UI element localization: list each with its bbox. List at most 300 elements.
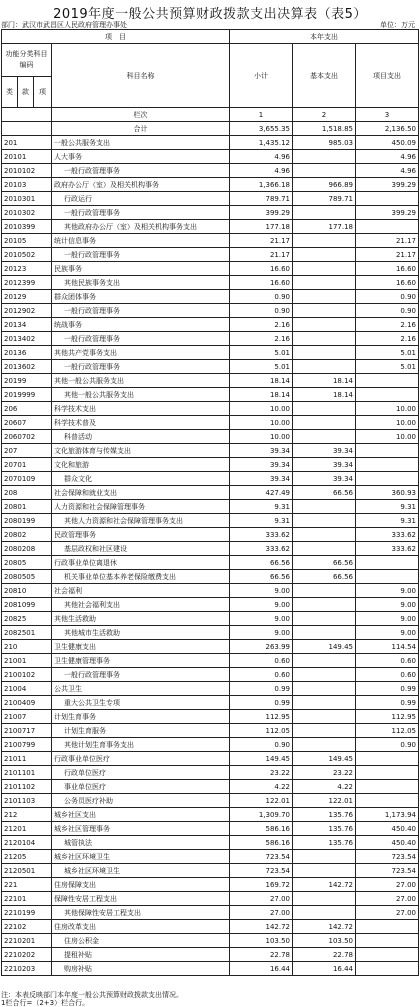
row-subject-name: 政府办公厅（室）及相关机构事务 <box>52 178 230 192</box>
row-basic <box>293 906 356 920</box>
row-code: 20801 <box>2 500 52 514</box>
row-subject-name: 住房改革支出 <box>52 920 230 934</box>
total-basic: 1,518.85 <box>293 122 356 136</box>
row-subtotal: 586.16 <box>230 836 293 850</box>
row-code: 20101 <box>2 150 52 164</box>
row-project: 723.54 <box>356 850 419 864</box>
row-subject-name: 城乡社区管理事务 <box>52 822 230 836</box>
row-basic: 18.14 <box>293 374 356 388</box>
table-row <box>2 304 419 318</box>
row-code: 212 <box>2 808 52 822</box>
row-project <box>356 794 419 808</box>
table-row <box>2 626 419 640</box>
table-body <box>2 136 419 976</box>
row-project: 27.00 <box>356 878 419 892</box>
row-subtotal: 1,309.70 <box>230 808 293 822</box>
row-subtotal: 0.90 <box>230 304 293 318</box>
expenditure-table <box>1 29 419 976</box>
row-code: 21205 <box>2 850 52 864</box>
row-basic <box>293 276 356 290</box>
row-basic: 135.76 <box>293 822 356 836</box>
header-project: 项 目 <box>2 30 230 44</box>
row-code: 2210199 <box>2 906 52 920</box>
row-project <box>356 220 419 234</box>
row-code: 20805 <box>2 556 52 570</box>
row-project: 0.60 <box>356 668 419 682</box>
table-row <box>2 808 419 822</box>
row-subject-name: 社会保障和就业支出 <box>52 486 230 500</box>
table-row <box>2 962 419 976</box>
row-basic <box>293 528 356 542</box>
row-basic <box>293 724 356 738</box>
col-number-3: 3 <box>356 108 419 122</box>
row-subject-name: 购房补贴 <box>52 962 230 976</box>
table-row <box>2 696 419 710</box>
row-code: 2100409 <box>2 696 52 710</box>
row-subtotal: 723.54 <box>230 850 293 864</box>
table-row <box>2 486 419 500</box>
row-basic <box>293 164 356 178</box>
row-subtotal: 122.01 <box>230 794 293 808</box>
row-project: 0.60 <box>356 654 419 668</box>
table-row <box>2 906 419 920</box>
row-code: 20607 <box>2 416 52 430</box>
table-row <box>2 430 419 444</box>
row-basic: 39.34 <box>293 444 356 458</box>
row-subject-name: 一般行政管理事务 <box>52 164 230 178</box>
row-code: 2012902 <box>2 304 52 318</box>
row-subject-name: 事业单位医疗 <box>52 780 230 794</box>
row-subject-name: 住房保障支出 <box>52 878 230 892</box>
row-basic: 177.18 <box>293 220 356 234</box>
row-project: 0.90 <box>356 290 419 304</box>
row-basic <box>293 710 356 724</box>
row-subtotal: 112.95 <box>230 710 293 724</box>
row-project: 112.95 <box>356 710 419 724</box>
row-basic: 149.45 <box>293 640 356 654</box>
table-row <box>2 374 419 388</box>
row-subtotal: 9.00 <box>230 626 293 640</box>
row-project <box>356 962 419 976</box>
row-code: 2010102 <box>2 164 52 178</box>
row-code: 2010502 <box>2 248 52 262</box>
row-basic <box>293 682 356 696</box>
table-row <box>2 752 419 766</box>
row-subject-name: 一般行政管理事务 <box>52 668 230 682</box>
row-project: 1,173.94 <box>356 808 419 822</box>
row-project: 0.99 <box>356 696 419 710</box>
row-subject-name: 其他保障性安居工程支出 <box>52 906 230 920</box>
row-basic: 103.50 <box>293 934 356 948</box>
row-subtotal: 9.31 <box>230 514 293 528</box>
row-project <box>356 556 419 570</box>
row-basic <box>293 738 356 752</box>
row-subtotal: 0.90 <box>230 290 293 304</box>
row-subtotal: 9.00 <box>230 598 293 612</box>
row-project <box>356 752 419 766</box>
row-code: 2080505 <box>2 570 52 584</box>
table-row <box>2 150 419 164</box>
table-row <box>2 192 419 206</box>
row-code: 2100717 <box>2 724 52 738</box>
row-subject-name: 卫生健康支出 <box>52 640 230 654</box>
row-basic: 18.14 <box>293 388 356 402</box>
row-basic: 39.34 <box>293 458 356 472</box>
row-code: 21201 <box>2 822 52 836</box>
table-row <box>2 766 419 780</box>
row-basic <box>293 346 356 360</box>
row-code: 20136 <box>2 346 52 360</box>
row-subtotal: 333.62 <box>230 528 293 542</box>
row-code: 2019999 <box>2 388 52 402</box>
row-project: 723.54 <box>356 864 419 878</box>
row-basic <box>293 150 356 164</box>
row-subtotal: 27.00 <box>230 892 293 906</box>
table-row <box>2 164 419 178</box>
row-subject-name: 行政运行 <box>52 192 230 206</box>
row-subject-name: 群众团体事务 <box>52 290 230 304</box>
row-subtotal: 177.18 <box>230 220 293 234</box>
row-basic: 16.44 <box>293 962 356 976</box>
row-project <box>356 388 419 402</box>
row-subject-name: 计划生育事务 <box>52 710 230 724</box>
row-subject-name: 公务员医疗补助 <box>52 794 230 808</box>
table-row <box>2 290 419 304</box>
row-project: 114.54 <box>356 640 419 654</box>
row-project: 0.99 <box>356 682 419 696</box>
row-subtotal: 2.16 <box>230 318 293 332</box>
table-row <box>2 738 419 752</box>
row-subject-name: 文化旅游体育与传媒支出 <box>52 444 230 458</box>
row-subtotal: 1,366.18 <box>230 178 293 192</box>
table-row <box>2 136 419 150</box>
row-project: 9.00 <box>356 598 419 612</box>
report-title: 2019年度一般公共预算财政拨款支出决算表（表5） <box>53 7 367 22</box>
row-subtotal: 4.96 <box>230 150 293 164</box>
row-subject-name: 其他人力资源和社会保障管理事务支出 <box>52 514 230 528</box>
table-row <box>2 724 419 738</box>
table-row <box>2 710 419 724</box>
row-subject-name: 提租补贴 <box>52 948 230 962</box>
row-project: 450.40 <box>356 822 419 836</box>
row-subject-name: 科学技术支出 <box>52 402 230 416</box>
row-basic: 22.78 <box>293 948 356 962</box>
row-project: 5.01 <box>356 360 419 374</box>
table-row <box>2 584 419 598</box>
row-subject-name: 机关事业单位基本养老保险缴费支出 <box>52 570 230 584</box>
row-subtotal: 27.00 <box>230 906 293 920</box>
table-row <box>2 262 419 276</box>
row-project <box>356 766 419 780</box>
row-subtotal: 2.16 <box>230 332 293 346</box>
row-project: 10.00 <box>356 402 419 416</box>
row-code: 21011 <box>2 752 52 766</box>
row-basic <box>293 318 356 332</box>
row-subject-name: 统战事务 <box>52 318 230 332</box>
row-project: 9.00 <box>356 584 419 598</box>
row-code: 2010399 <box>2 220 52 234</box>
row-code: 20123 <box>2 262 52 276</box>
row-code: 210 <box>2 640 52 654</box>
row-code: 20810 <box>2 584 52 598</box>
row-project: 5.01 <box>356 346 419 360</box>
table-row <box>2 542 419 556</box>
row-subject-name: 行政事业单位离退休 <box>52 556 230 570</box>
table-row <box>2 920 419 934</box>
row-code: 2080208 <box>2 542 52 556</box>
row-code: 20134 <box>2 318 52 332</box>
row-basic: 39.34 <box>293 472 356 486</box>
row-code: 21007 <box>2 710 52 724</box>
row-subtotal: 16.60 <box>230 262 293 276</box>
row-subject-name: 行政事业单位医疗 <box>52 752 230 766</box>
row-code: 20129 <box>2 290 52 304</box>
row-project <box>356 192 419 206</box>
row-subject-name: 其他生活救助 <box>52 612 230 626</box>
row-subject-name: 文化和旅游 <box>52 458 230 472</box>
row-code: 22102 <box>2 920 52 934</box>
row-code: 22101 <box>2 892 52 906</box>
row-code: 21004 <box>2 682 52 696</box>
row-subtotal: 263.99 <box>230 640 293 654</box>
row-subject-name: 城乡社区环境卫生 <box>52 864 230 878</box>
row-code: 207 <box>2 444 52 458</box>
row-basic: 142.72 <box>293 920 356 934</box>
row-project: 450.40 <box>356 836 419 850</box>
notes <box>1 991 183 1007</box>
row-code: 2210201 <box>2 934 52 948</box>
header-basic: 基本支出 <box>293 44 356 108</box>
row-subject-name: 保障性安居工程支出 <box>52 892 230 906</box>
table-row <box>2 878 419 892</box>
row-subtotal: 103.50 <box>230 934 293 948</box>
row-subject-name: 住房公积金 <box>52 934 230 948</box>
row-basic: 149.45 <box>293 752 356 766</box>
row-code: 2082501 <box>2 626 52 640</box>
row-basic <box>293 598 356 612</box>
row-project <box>356 458 419 472</box>
row-code: 2100799 <box>2 738 52 752</box>
row-subject-name: 城乡社区环境卫生 <box>52 850 230 864</box>
row-subtotal: 333.62 <box>230 542 293 556</box>
department-label: 部门：武汉市武昌区人民政府管理办事处 <box>1 21 127 29</box>
table-row <box>2 178 419 192</box>
row-subject-name: 群众文化 <box>52 472 230 486</box>
row-subtotal: 789.71 <box>230 192 293 206</box>
row-subject-name: 城管执法 <box>52 836 230 850</box>
table-row <box>2 640 419 654</box>
table-row <box>2 570 419 584</box>
table-row <box>2 794 419 808</box>
table-row <box>2 472 419 486</box>
table-row <box>2 332 419 346</box>
header-func-code: 功能分类科目编码 <box>2 44 52 77</box>
row-basic <box>293 668 356 682</box>
row-subtotal: 10.00 <box>230 430 293 444</box>
row-subject-name: 城乡社区支出 <box>52 808 230 822</box>
note-line-2: 1栏合行=（2+3）栏合行。 <box>1 999 90 1007</box>
row-basic <box>293 248 356 262</box>
row-code: 206 <box>2 402 52 416</box>
table-row <box>2 654 419 668</box>
row-project: 2.16 <box>356 332 419 346</box>
table-row <box>2 388 419 402</box>
table-row <box>2 822 419 836</box>
row-subject-name: 一般行政管理事务 <box>52 360 230 374</box>
row-subtotal: 586.16 <box>230 822 293 836</box>
row-basic: 985.03 <box>293 136 356 150</box>
header-current-year: 本年支出 <box>230 30 419 44</box>
row-subject-name: 一般行政管理事务 <box>52 304 230 318</box>
row-basic <box>293 584 356 598</box>
row-subject-name: 一般公共服务支出 <box>52 136 230 150</box>
row-project <box>356 374 419 388</box>
row-code: 2010302 <box>2 206 52 220</box>
row-subtotal: 142.72 <box>230 920 293 934</box>
table-row <box>2 318 419 332</box>
row-project: 10.00 <box>356 416 419 430</box>
row-subtotal: 9.00 <box>230 612 293 626</box>
header-lei: 类 <box>2 77 18 108</box>
header-xiang: 项 <box>34 77 52 108</box>
row-project: 360.93 <box>356 486 419 500</box>
row-code: 2101101 <box>2 766 52 780</box>
row-basic: 23.22 <box>293 766 356 780</box>
row-subject-name: 社会福利 <box>52 584 230 598</box>
row-basic: 66.56 <box>293 570 356 584</box>
row-code: 2100102 <box>2 668 52 682</box>
row-subject-name: 其他政府办公厅（室）及相关机构事务支出 <box>52 220 230 234</box>
row-subject-name: 其他城市生活救助 <box>52 626 230 640</box>
row-subtotal: 39.34 <box>230 472 293 486</box>
table-row <box>2 682 419 696</box>
row-code: 20825 <box>2 612 52 626</box>
row-subject-name: 卫生健康管理事务 <box>52 654 230 668</box>
row-subtotal: 149.45 <box>230 752 293 766</box>
row-project: 0.90 <box>356 738 419 752</box>
row-code: 2080199 <box>2 514 52 528</box>
row-code: 2210202 <box>2 948 52 962</box>
row-code: 20802 <box>2 528 52 542</box>
col-label: 栏次 <box>52 108 230 122</box>
row-code: 2060702 <box>2 430 52 444</box>
row-subtotal: 112.05 <box>230 724 293 738</box>
row-subject-name: 民族事务 <box>52 262 230 276</box>
row-subtotal: 0.60 <box>230 668 293 682</box>
row-project: 4.96 <box>356 164 419 178</box>
row-subject-name: 公共卫生 <box>52 682 230 696</box>
row-subtotal: 4.22 <box>230 780 293 794</box>
row-basic: 966.89 <box>293 178 356 192</box>
table-row <box>2 402 419 416</box>
row-subtotal: 9.31 <box>230 500 293 514</box>
row-code: 20199 <box>2 374 52 388</box>
row-basic <box>293 864 356 878</box>
row-project: 27.00 <box>356 892 419 906</box>
row-project: 9.00 <box>356 612 419 626</box>
row-code: 2010301 <box>2 192 52 206</box>
row-basic: 122.01 <box>293 794 356 808</box>
row-subtotal: 9.00 <box>230 584 293 598</box>
row-code: 2013402 <box>2 332 52 346</box>
row-subtotal: 427.49 <box>230 486 293 500</box>
row-subtotal: 1,435.12 <box>230 136 293 150</box>
row-subject-name: 其他一般公共服务支出 <box>52 388 230 402</box>
row-project <box>356 934 419 948</box>
row-subtotal: 5.01 <box>230 360 293 374</box>
row-basic <box>293 850 356 864</box>
row-subject-name: 其他一般公共服务支出 <box>52 374 230 388</box>
table-row <box>2 276 419 290</box>
row-subject-name: 人大事务 <box>52 150 230 164</box>
row-project: 27.00 <box>356 906 419 920</box>
row-project: 4.96 <box>356 150 419 164</box>
row-code: 2120104 <box>2 836 52 850</box>
row-basic <box>293 304 356 318</box>
row-project: 399.29 <box>356 206 419 220</box>
row-basic <box>293 626 356 640</box>
row-code: 208 <box>2 486 52 500</box>
total-label: 合计 <box>52 122 230 136</box>
row-project <box>356 570 419 584</box>
row-project: 9.31 <box>356 514 419 528</box>
row-basic <box>293 696 356 710</box>
table-row <box>2 556 419 570</box>
table-row <box>2 248 419 262</box>
row-project <box>356 472 419 486</box>
row-subject-name: 其他共产党事务支出 <box>52 346 230 360</box>
row-code: 2101102 <box>2 780 52 794</box>
row-subtotal: 723.54 <box>230 864 293 878</box>
row-basic: 135.76 <box>293 808 356 822</box>
row-code: 201 <box>2 136 52 150</box>
row-subtotal: 10.00 <box>230 402 293 416</box>
row-code: 20701 <box>2 458 52 472</box>
row-subtotal: 169.72 <box>230 878 293 892</box>
row-project: 0.90 <box>356 304 419 318</box>
table-row <box>2 528 419 542</box>
row-project: 333.62 <box>356 528 419 542</box>
table-row <box>2 850 419 864</box>
row-code: 20105 <box>2 234 52 248</box>
row-subject-name: 科学技术普及 <box>52 416 230 430</box>
row-project <box>356 948 419 962</box>
row-subject-name: 一般行政管理事务 <box>52 332 230 346</box>
row-basic <box>293 612 356 626</box>
row-subtotal: 4.96 <box>230 164 293 178</box>
row-code: 2210203 <box>2 962 52 976</box>
col-number-2: 2 <box>293 108 356 122</box>
header-project-exp: 项目支出 <box>356 44 419 108</box>
row-subject-name: 行政单位医疗 <box>52 766 230 780</box>
table-row <box>2 234 419 248</box>
row-project: 112.05 <box>356 724 419 738</box>
row-basic <box>293 402 356 416</box>
row-subject-name: 一般行政管理事务 <box>52 206 230 220</box>
row-project: 21.17 <box>356 234 419 248</box>
row-basic <box>293 416 356 430</box>
col-number-1: 1 <box>230 108 293 122</box>
row-code: 2101103 <box>2 794 52 808</box>
row-subtotal: 66.56 <box>230 556 293 570</box>
row-basic: 66.56 <box>293 486 356 500</box>
row-subtotal: 0.60 <box>230 654 293 668</box>
row-basic <box>293 332 356 346</box>
row-code: 221 <box>2 878 52 892</box>
row-project: 9.00 <box>356 626 419 640</box>
row-project: 21.17 <box>356 248 419 262</box>
row-project: 399.29 <box>356 178 419 192</box>
